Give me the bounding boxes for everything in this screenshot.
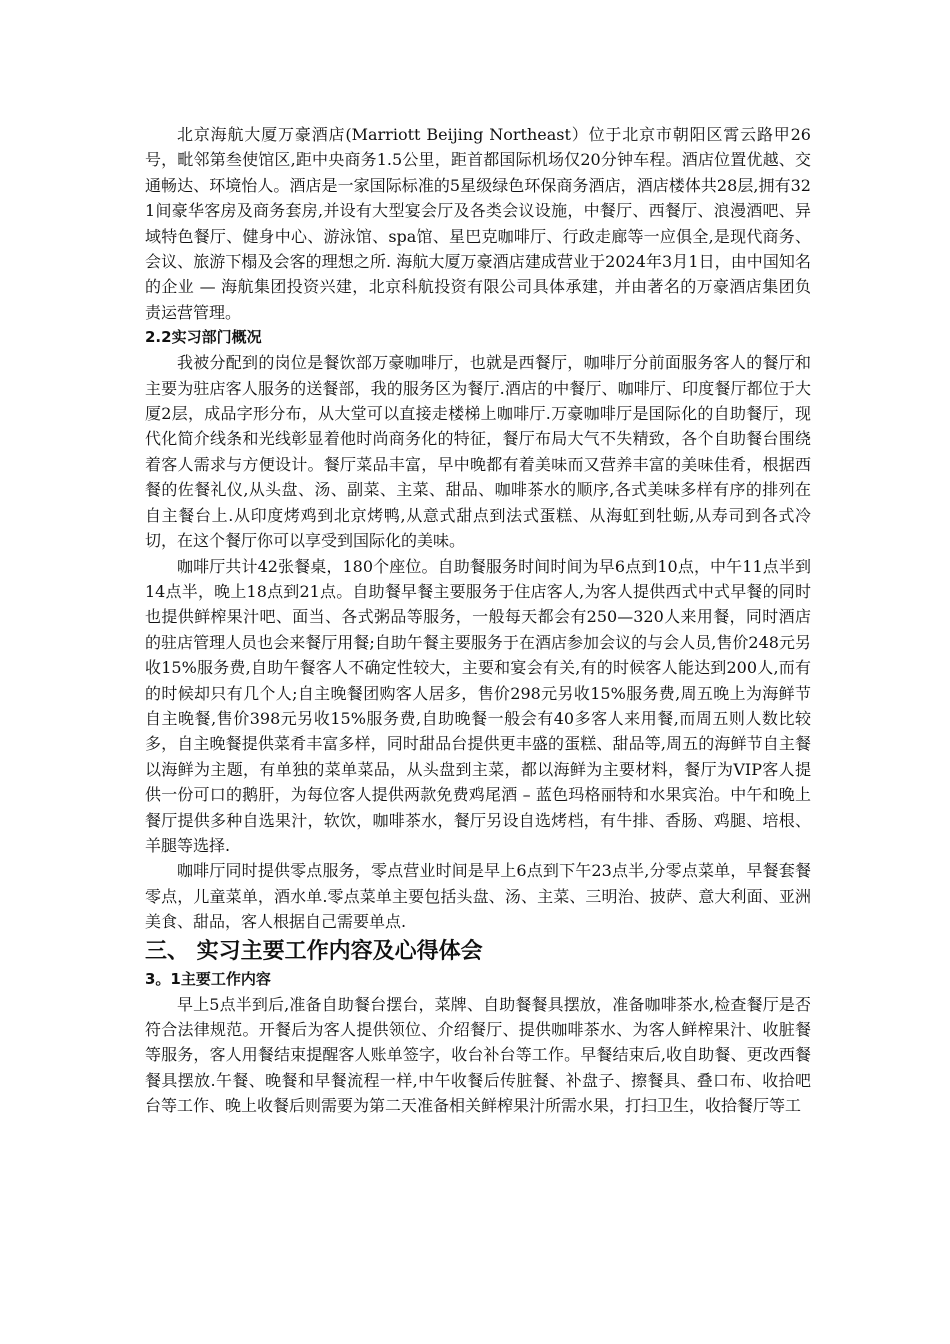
- document-page: [145, 122, 811, 1119]
- paragraph-main-work: 早上5点半到后,准备自助餐台摆台，菜牌、自助餐餐具摆放，准备咖啡茶水,检查餐厅是否符合法律规范。开餐后为客人提供领位、介绍餐厅、提供咖啡茶水、为客人鲜榨果汁、收脏餐等服务，客人用餐结束提醒客人账单签字，收台补台等工作。早餐结束后,收自助餐、更改西餐餐具摆放.午餐、晚餐和早餐流程一样,中午收餐后传脏餐、补盘子、擦餐具、叠口布、收拾吧台等工作、晚上收餐后则需要为第二天准备相关鲜榨果汁所需水果，打扫卫生，收拾餐厅等工: [145, 994, 811, 1116]
- heading-section-3: 三、 实习主要工作内容及心得体会: [145, 938, 483, 964]
- paragraph-hotel-overview: 北京海航大厦万豪酒店(Marriott Beijing Northeast）位于北京市朝阳区霄云路甲26号，毗邻第叁使馆区,距中央商务1.5公里，距首都国际机场仅20分钟车程。酒店位置优越、交通畅达、环境怡人。酒店是一家国际标准的5星级绿色环保商务酒店，酒店楼体共28层,拥有321间豪华客房及商务套房,并设有大型宴会厅及各类会议设施，中餐厅、西餐厅、浪漫酒吧、异域特色餐厅、健身中心、游泳馆、spa馆、星巴克咖啡厅、行政走廊等一应俱全,是现代商务、会议、旅游下榻及会客的理想之所. 海航大厦万豪酒店建成营业于2024年3月1日，由中国知名的企业 — 海航集团投资兴建，北京科航投资有限公司具体承建，并由著名的万豪酒店集团负责运营管理。: [145, 125, 811, 322]
- paragraph-department-overview: 我被分配到的岗位是餐饮部万豪咖啡厅，也就是西餐厅，咖啡厅分前面服务客人的餐厅和主要为驻店客人服务的送餐部，我的服务区为餐厅.酒店的中餐厅、咖啡厅、印度餐厅都位于大厦2层，成品字形分布，从大堂可以直接走楼梯上咖啡厅.万豪咖啡厅是国际化的自助餐厅，现代化简介线条和光线彰显着他时尚商务化的特征，餐厅布局大气不失精致，各个自助餐台围绕着客人需求与方便设计。餐厅菜品丰富，早中晚都有着美味而又营养丰富的美味佳肴，根据西餐的佐餐礼仪,从头盘、汤、副菜、主菜、甜品、咖啡茶水的顺序,各式美味多样有序的排列在自主餐台上.从印度烤鸡到北京烤鸭,从意式甜点到法式蛋糕、从海虹到牡蛎,从寿司到各式冷切，在这个餐厅你可以享受到国际化的美味。: [145, 353, 811, 551]
- heading-3-1: 3。1主要工作内容: [145, 969, 271, 988]
- heading-2-2: 2.2实习部门概况: [145, 328, 262, 347]
- paragraph-a-la-carte: 咖啡厅同时提供零点服务，零点营业时间是早上6点到下午23点半,分零点菜单，早餐套餐零点，儿童菜单，酒水单.零点菜单主要包括头盘、汤、主菜、三明治、披萨、意大利面、亚洲美食、甜品，客人根据自己需要单点.: [145, 861, 811, 932]
- paragraph-buffet-service: 咖啡厅共计42张餐桌，180个座位。自助餐服务时间时间为早6点到10点，中午11点半到14点半，晚上18点到21点。自助餐早餐主要服务于住店客人,为客人提供西式中式早餐的同时也提供鲜榨果汁吧、面当、各式粥品等服务，一般每天都会有250—320人来用餐，同时酒店的驻店管理人员也会来餐厅用餐;自助午餐主要服务于在酒店参加会议的与会人员,售价248元另收15%服务费,自助午餐客人不确定性较大，主要和宴会有关,有的时候客人能达到200人,而有的时候却只有几个人;自主晚餐团购客人居多，售价298元另收15%服务费,周五晚上为海鲜节自主晚餐,售价398元另收15%服务费,自助晚餐一般会有40多客人来用餐,而周五则人数比较多，自主晚餐提供菜肴丰富多样，同时甜品台提供更丰盛的蛋糕、甜品等,周五的海鲜节自主餐以海鲜为主题，有单独的菜单菜品，从头盘到主菜，都以海鲜为主要材料，餐厅为VIP客人提供一份可口的鹅肝，为每位客人提供两款免费鸡尾酒 – 蓝色玛格丽特和水果宾治。中午和晚上餐厅提供多种自选果汁，软饮，咖啡茶水，餐厅另设自选烤档，有牛排、香肠、鸡腿、培根、羊腿等选择.: [145, 556, 811, 855]
